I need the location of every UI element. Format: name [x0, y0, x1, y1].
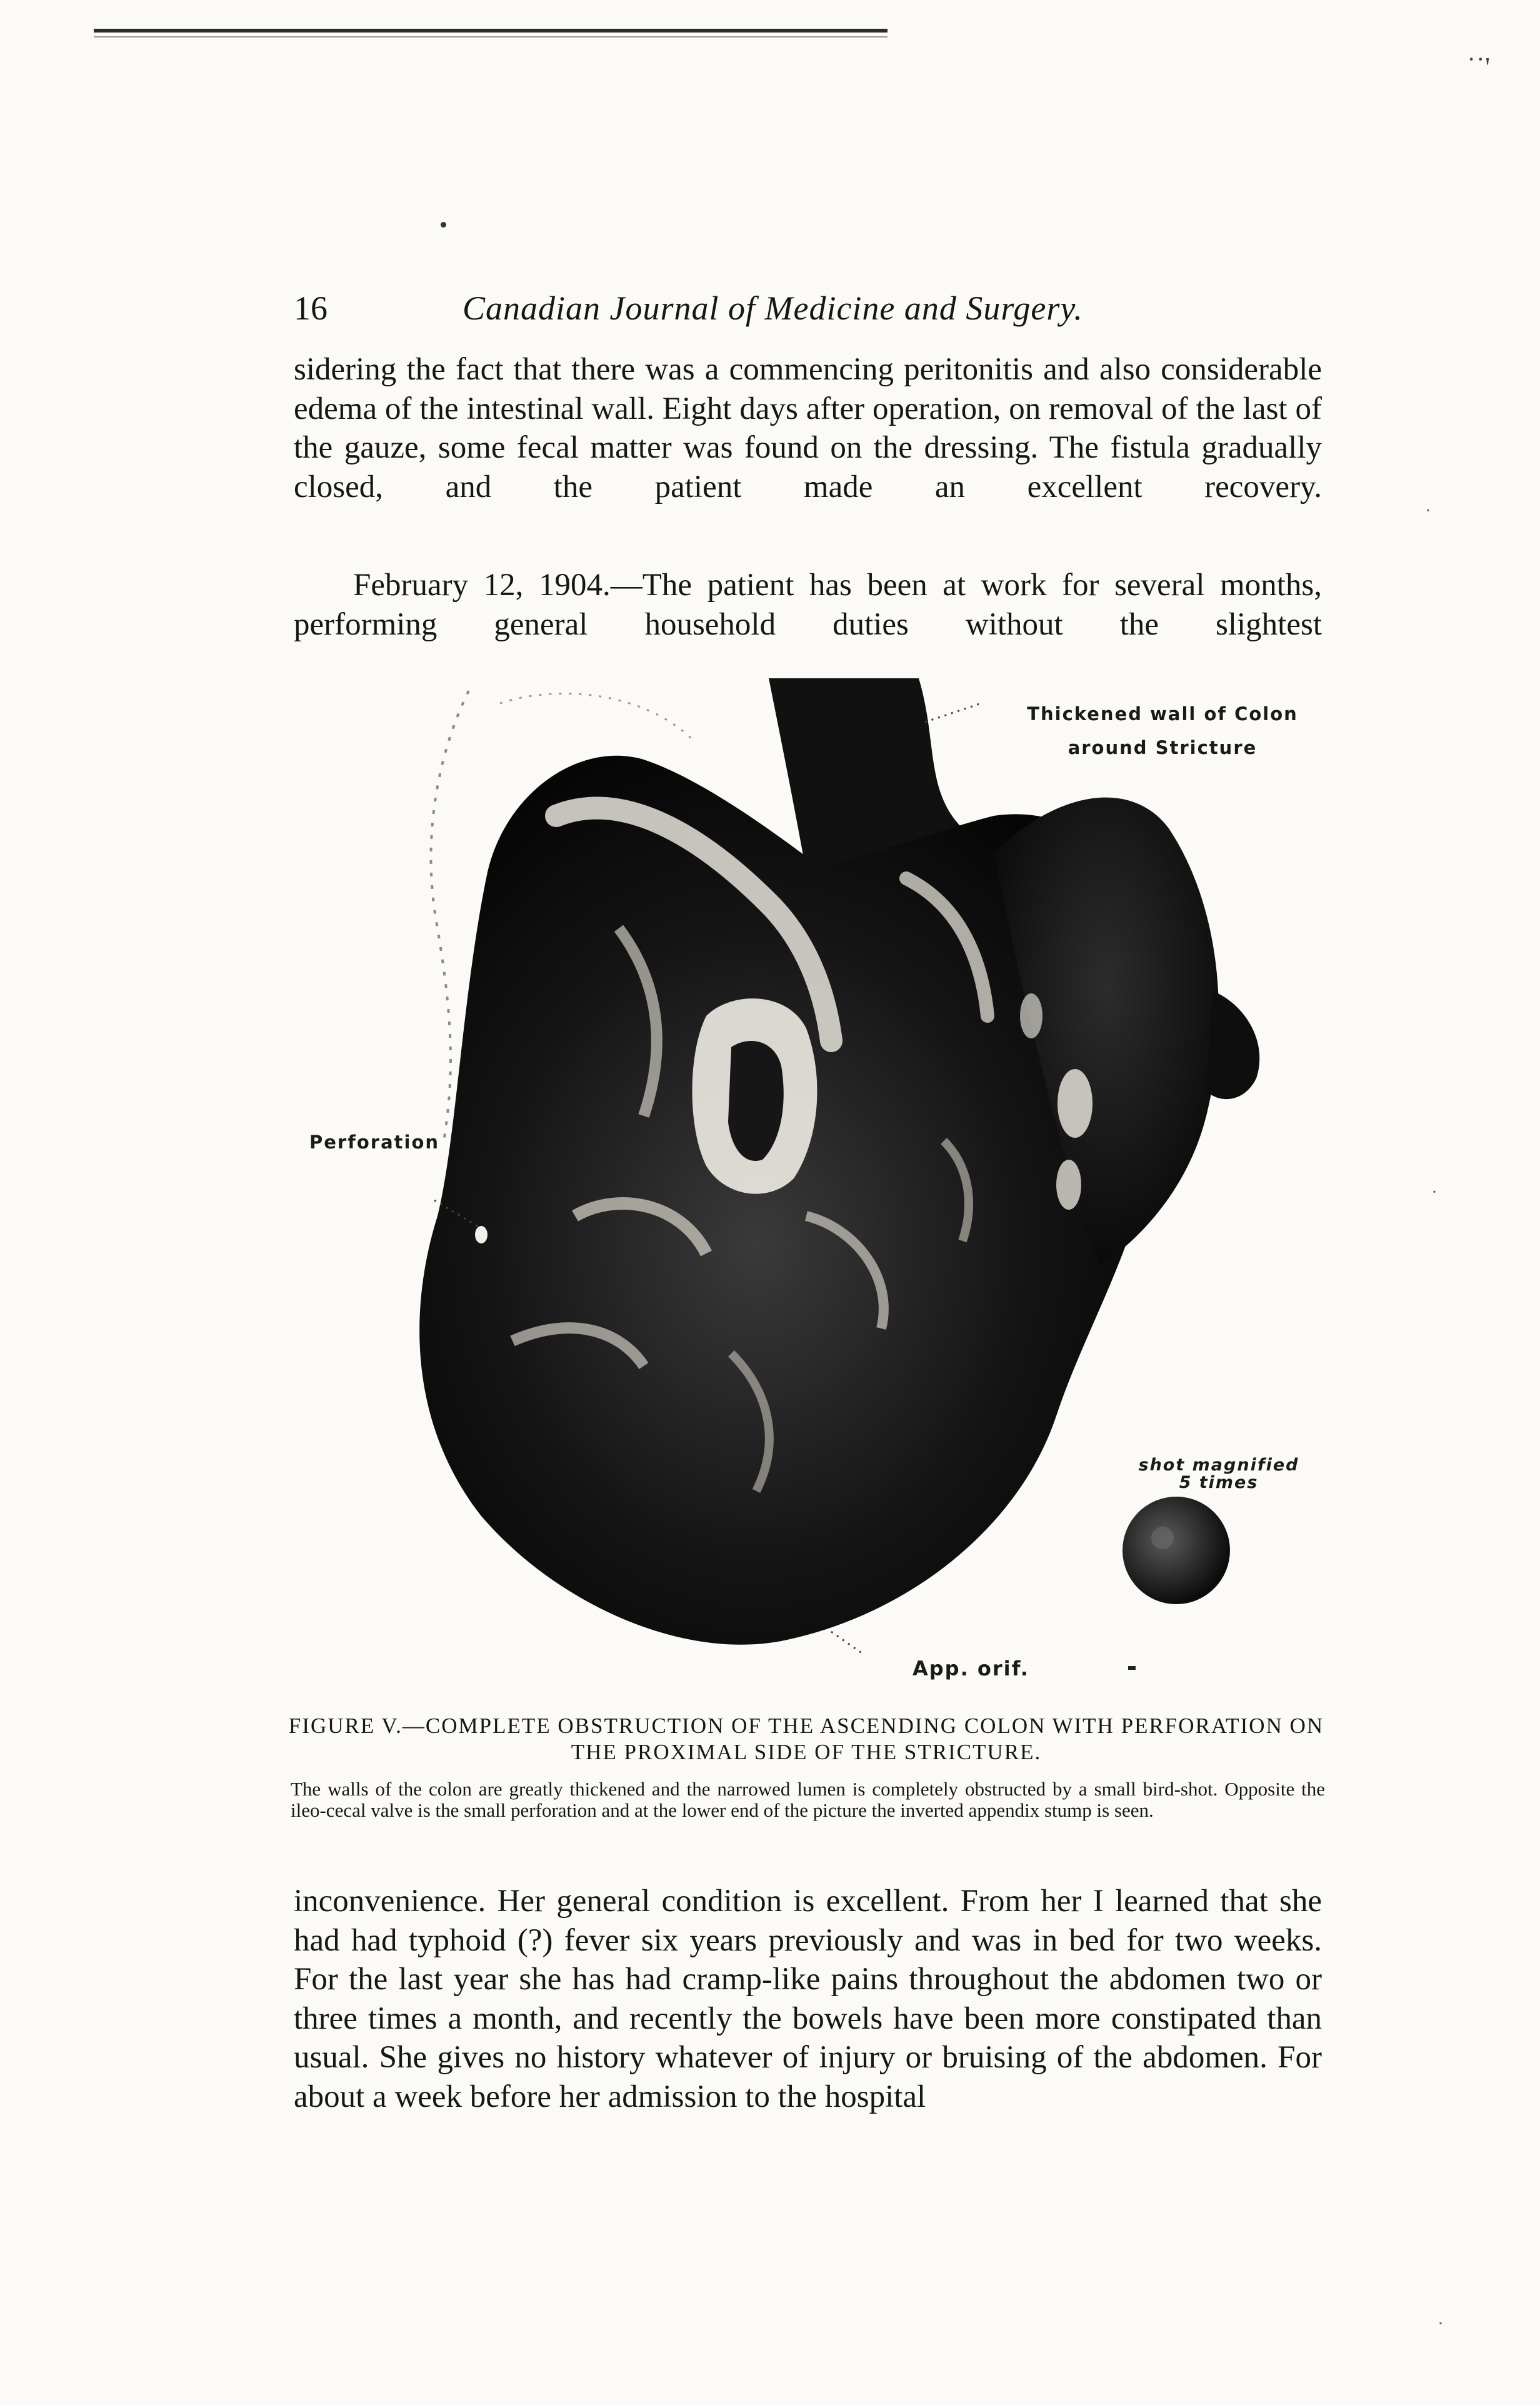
- paragraph-inconvenience: inconvenience. Her general condition is excellent. From her I learned that she had had typhoid (?) fever six years previously and was in bed for two weeks. For the last year she has had cramp-like pains throughout the abdomen two or three times a month, and recently the bowels have been more constipated than usual. She gives no history whatever of injury or bruising of the abdomen. For about a week before her admission to the hospital: [294, 1884, 1322, 2114]
- margin-tick: ·: [1431, 1182, 1438, 1202]
- stray-dot: [441, 222, 446, 228]
- running-header: [294, 289, 1169, 339]
- specimen-photograph: [294, 666, 1356, 1688]
- top-rule-thin: [94, 36, 888, 38]
- figure-colon-specimen: [294, 666, 1356, 1688]
- journal-title: Canadian Journal of Medicine and Surgery.: [462, 289, 1083, 327]
- label-perforation: Perforation: [309, 1132, 440, 1153]
- label-thickened-wall: Thickened wall of Colon around Stricture: [1027, 703, 1298, 758]
- bird-shot: [1122, 1497, 1230, 1604]
- label-appendix-orifice: App. orif.: [912, 1657, 1029, 1680]
- margin-tick: ·: [1425, 500, 1431, 521]
- paragraph-february: February 12, 1904.—The patient has been at work for several months, performing general household duties without the slightest: [294, 568, 1322, 642]
- corner-mark: ˙˙': [1466, 52, 1490, 83]
- margin-tick: ·: [1438, 2313, 1444, 2334]
- figure-caption-body: The walls of the colon are greatly thickened and the narrowed lumen is completely obstructed by a small bird-shot. Opposite the ileo-cecal valve is the small perforation and at the lower end of the picture the inverted appendix stump is seen.: [291, 1778, 1325, 1821]
- figure-caption-title: FIGURE V.—COMPLETE OBSTRUCTION OF THE ASCENDING COLON WITH PERFORATION ON THE PROXIMAL SIDE OF THE STRICTURE.: [288, 1714, 1324, 1764]
- top-rule: [94, 29, 888, 33]
- paragraph-continuation: sidering the fact that there was a commencing peritonitis and also considerable edema of the intestinal wall. Eight days after operation, on removal of the last of the gauze, some fecal matter was found on the dressing. The fistula gradually closed, and the patient made an excellent recovery.: [294, 352, 1322, 505]
- page-number: 16: [294, 289, 328, 327]
- label-shot-magnified: shot magnified 5 times: [1138, 1455, 1299, 1492]
